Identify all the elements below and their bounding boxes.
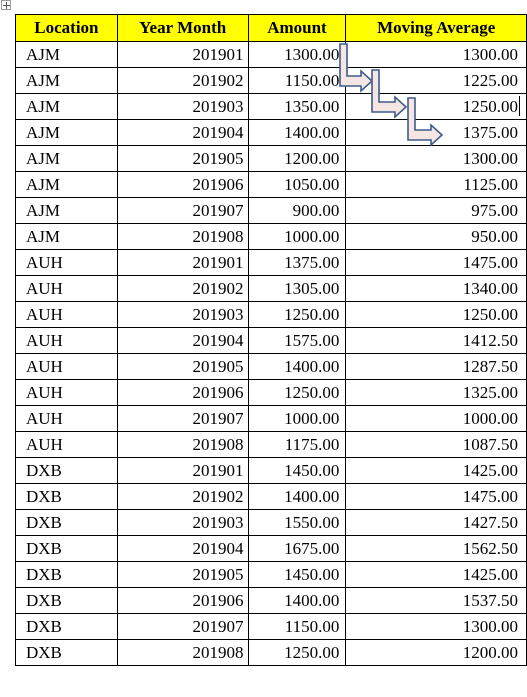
moving-average-cell: 1000.00 [346, 406, 527, 432]
moving-average-cell: 1250.00 [346, 302, 527, 328]
table-row [16, 588, 527, 614]
location-cell: DXB [16, 458, 118, 484]
moving-average-cell: 1475.00 [346, 250, 527, 276]
location-cell: AJM [16, 198, 118, 224]
amount-cell: 1300.00 [248, 42, 346, 68]
header-amount: Amount [248, 15, 346, 42]
table-row [16, 484, 527, 510]
location-cell: AUH [16, 354, 118, 380]
moving-average-cell: 950.00 [346, 224, 527, 250]
amount-cell: 1000.00 [248, 224, 346, 250]
table-row [16, 536, 527, 562]
amount-cell: 1400.00 [248, 484, 346, 510]
location-cell: DXB [16, 510, 118, 536]
table-row [16, 458, 527, 484]
amount-cell: 1400.00 [248, 354, 346, 380]
moving-average-cell: 1475.00 [346, 484, 527, 510]
year-month-cell: 201906 [117, 172, 248, 198]
table-row [16, 640, 527, 666]
location-cell: AJM [16, 94, 118, 120]
table-row [16, 42, 527, 68]
moving-average-cell: 1425.00 [346, 458, 527, 484]
location-cell: AUH [16, 406, 118, 432]
table-row [16, 146, 527, 172]
header-year-month: Year Month [117, 15, 248, 42]
amount-cell: 1000.00 [248, 406, 346, 432]
moving-average-cell: 1425.00 [346, 562, 527, 588]
amount-cell: 1350.00 [248, 94, 346, 120]
table-row [16, 406, 527, 432]
location-cell: AJM [16, 42, 118, 68]
year-month-cell: 201901 [117, 250, 248, 276]
location-cell: AJM [16, 120, 118, 146]
location-cell: DXB [16, 640, 118, 666]
year-month-cell: 201904 [117, 536, 248, 562]
location-cell: AUH [16, 250, 118, 276]
year-month-cell: 201901 [117, 42, 248, 68]
year-month-cell: 201902 [117, 484, 248, 510]
year-month-cell: 201903 [117, 94, 248, 120]
location-cell: AUH [16, 380, 118, 406]
header-location: Location [16, 15, 118, 42]
amount-cell: 1150.00 [248, 68, 346, 94]
table-row [16, 510, 527, 536]
year-month-cell: 201905 [117, 146, 248, 172]
location-cell: AUH [16, 328, 118, 354]
amount-cell: 1305.00 [248, 276, 346, 302]
amount-cell: 1450.00 [248, 562, 346, 588]
table-row [16, 328, 527, 354]
amount-cell: 1375.00 [248, 250, 346, 276]
moving-average-cell: 1537.50 [346, 588, 527, 614]
year-month-cell: 201908 [117, 224, 248, 250]
moving-average-table [15, 14, 527, 666]
amount-cell: 900.00 [248, 198, 346, 224]
moving-average-cell: 1340.00 [346, 276, 527, 302]
year-month-cell: 201905 [117, 562, 248, 588]
year-month-cell: 201907 [117, 198, 248, 224]
year-month-cell: 201902 [117, 276, 248, 302]
year-month-cell: 201908 [117, 640, 248, 666]
location-cell: DXB [16, 588, 118, 614]
year-month-cell: 201906 [117, 588, 248, 614]
table-row [16, 614, 527, 640]
amount-cell: 1150.00 [248, 614, 346, 640]
text-cursor [519, 96, 520, 116]
amount-cell: 1250.00 [248, 640, 346, 666]
amount-cell: 1550.00 [248, 510, 346, 536]
table-move-handle-icon[interactable] [1, 0, 11, 10]
moving-average-cell: 1562.50 [346, 536, 527, 562]
table-row [16, 354, 527, 380]
location-cell: DXB [16, 562, 118, 588]
table-row [16, 432, 527, 458]
moving-average-cell: 1300.00 [346, 42, 527, 68]
moving-average-cell: 1250.00 [346, 94, 527, 120]
year-month-cell: 201907 [117, 614, 248, 640]
year-month-cell: 201907 [117, 406, 248, 432]
header-moving-average: Moving Average [346, 15, 527, 42]
amount-cell: 1575.00 [248, 328, 346, 354]
amount-cell: 1400.00 [248, 588, 346, 614]
table-row [16, 172, 527, 198]
location-cell: AJM [16, 224, 118, 250]
moving-average-cell: 1287.50 [346, 354, 527, 380]
amount-cell: 1050.00 [248, 172, 346, 198]
moving-average-cell: 1125.00 [346, 172, 527, 198]
year-month-cell: 201903 [117, 302, 248, 328]
location-cell: AJM [16, 172, 118, 198]
amount-cell: 1675.00 [248, 536, 346, 562]
location-cell: DXB [16, 536, 118, 562]
moving-average-cell: 1300.00 [346, 146, 527, 172]
year-month-cell: 201904 [117, 328, 248, 354]
year-month-cell: 201903 [117, 510, 248, 536]
moving-average-cell: 975.00 [346, 198, 527, 224]
year-month-cell: 201906 [117, 380, 248, 406]
moving-average-cell: 1427.50 [346, 510, 527, 536]
moving-average-cell: 1300.00 [346, 614, 527, 640]
table-row [16, 94, 527, 120]
table-row [16, 380, 527, 406]
amount-cell: 1175.00 [248, 432, 346, 458]
table-row [16, 276, 527, 302]
moving-average-cell: 1200.00 [346, 640, 527, 666]
table-row [16, 68, 527, 94]
table-row [16, 120, 527, 146]
moving-average-cell: 1412.50 [346, 328, 527, 354]
location-cell: AUH [16, 302, 118, 328]
amount-cell: 1400.00 [248, 120, 346, 146]
year-month-cell: 201905 [117, 354, 248, 380]
location-cell: AJM [16, 68, 118, 94]
amount-cell: 1250.00 [248, 302, 346, 328]
location-cell: AUH [16, 276, 118, 302]
moving-average-cell: 1225.00 [346, 68, 527, 94]
moving-average-cell: 1375.00 [346, 120, 527, 146]
moving-average-cell: 1087.50 [346, 432, 527, 458]
location-cell: AJM [16, 146, 118, 172]
table-row [16, 562, 527, 588]
location-cell: DXB [16, 614, 118, 640]
location-cell: AUH [16, 432, 118, 458]
amount-cell: 1450.00 [248, 458, 346, 484]
year-month-cell: 201904 [117, 120, 248, 146]
year-month-cell: 201901 [117, 458, 248, 484]
year-month-cell: 201902 [117, 68, 248, 94]
table-row [16, 302, 527, 328]
year-month-cell: 201908 [117, 432, 248, 458]
header-row [16, 15, 527, 42]
amount-cell: 1250.00 [248, 380, 346, 406]
table-row [16, 224, 527, 250]
table-row [16, 198, 527, 224]
location-cell: DXB [16, 484, 118, 510]
amount-cell: 1200.00 [248, 146, 346, 172]
moving-average-cell: 1325.00 [346, 380, 527, 406]
table-row [16, 250, 527, 276]
